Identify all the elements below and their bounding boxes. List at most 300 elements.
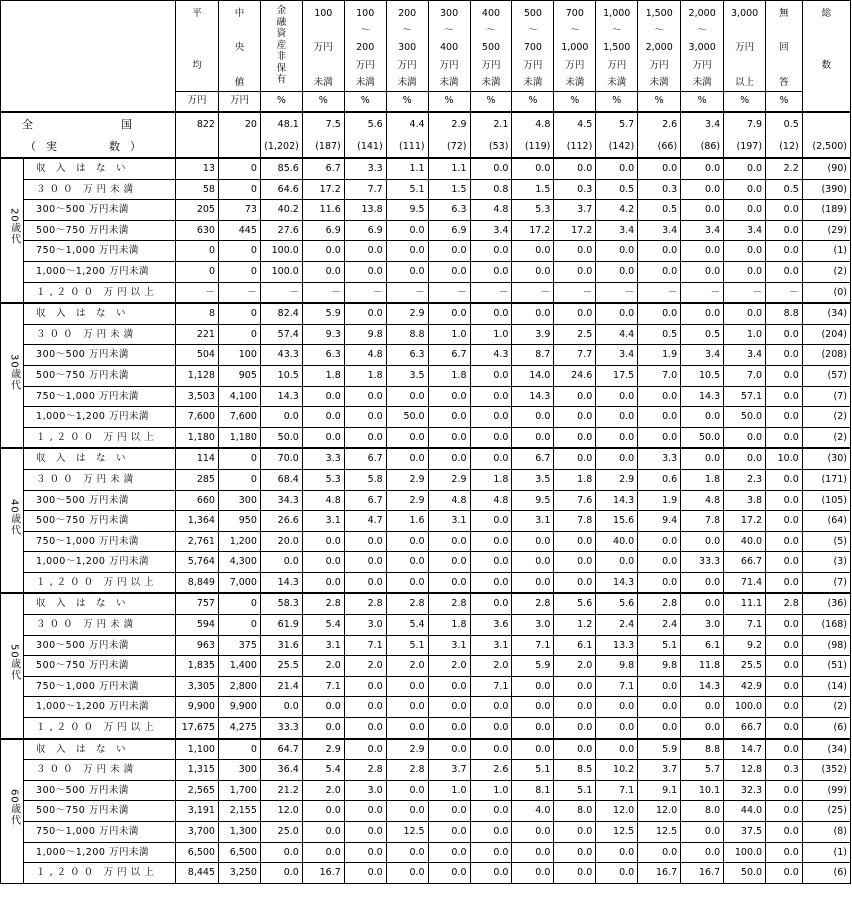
value-cell: 0.0 bbox=[428, 386, 470, 407]
value-cell: 4,300 bbox=[218, 552, 260, 573]
value-cell: 9,900 bbox=[218, 697, 260, 718]
value-cell: 0 bbox=[218, 261, 260, 282]
value-cell: 3.1 bbox=[470, 635, 512, 656]
value-cell: 2.8 bbox=[428, 593, 470, 614]
value-cell: 1,200 bbox=[218, 531, 260, 552]
national-value-cell: 5.6 bbox=[344, 112, 386, 135]
value-cell: 0.0 bbox=[512, 531, 554, 552]
value-cell: 1,100 bbox=[176, 739, 219, 760]
table-row bbox=[1, 511, 851, 532]
value-cell: 0.0 bbox=[596, 718, 638, 739]
value-cell: 2.9 bbox=[386, 469, 428, 490]
age-group-cell bbox=[1, 303, 24, 448]
column-header-line: 有 bbox=[276, 74, 287, 85]
table-row bbox=[1, 469, 851, 490]
value-cell: 0.0 bbox=[428, 801, 470, 822]
value-cell: 0.0 bbox=[638, 572, 681, 593]
national-value-cell: 7.5 bbox=[302, 112, 344, 135]
column-header bbox=[176, 1, 219, 92]
value-cell: 0.0 bbox=[554, 531, 596, 552]
value-cell: 0.0 bbox=[470, 511, 512, 532]
column-header-line: 未満 bbox=[523, 76, 543, 88]
column-header-line: 3,000 bbox=[731, 8, 759, 19]
value-cell: 6.9 bbox=[344, 220, 386, 241]
column-header-line: 700 bbox=[565, 8, 584, 19]
value-cell: 0.0 bbox=[386, 552, 428, 573]
value-cell: 71.4 bbox=[724, 572, 766, 593]
income-label: 500～750 万円未満 bbox=[24, 365, 176, 386]
value-cell: 0.0 bbox=[766, 635, 803, 656]
value-cell: 0.0 bbox=[766, 261, 803, 282]
value-cell: (6) bbox=[802, 863, 850, 884]
income-label: 1,000～1,200 万円未満 bbox=[24, 842, 176, 863]
column-header-line: 金 bbox=[276, 5, 287, 16]
value-cell: 5.8 bbox=[344, 469, 386, 490]
income-label: ３ ０ ０ 万 円 未 満 bbox=[24, 760, 176, 781]
value-cell: 11.1 bbox=[724, 593, 766, 614]
table-row bbox=[1, 448, 851, 469]
value-cell: (7) bbox=[802, 386, 850, 407]
national-value-cell: 4.5 bbox=[554, 112, 596, 135]
value-cell: 0.0 bbox=[470, 593, 512, 614]
value-cell: 0.0 bbox=[470, 531, 512, 552]
value-cell: 4.8 bbox=[428, 490, 470, 511]
value-cell: 0.0 bbox=[554, 448, 596, 469]
table-row bbox=[1, 801, 851, 822]
value-cell: 0.0 bbox=[386, 572, 428, 593]
value-cell: 14.7 bbox=[724, 739, 766, 760]
table-row bbox=[1, 593, 851, 614]
value-cell: 0.0 bbox=[724, 448, 766, 469]
value-cell: － bbox=[681, 282, 724, 303]
value-cell: 1.6 bbox=[386, 511, 428, 532]
value-cell: 17.5 bbox=[596, 365, 638, 386]
value-cell: 0.0 bbox=[428, 718, 470, 739]
column-header-line: 万円 bbox=[565, 59, 585, 71]
value-cell: 9,900 bbox=[176, 697, 219, 718]
column-header-line: 3,000 bbox=[688, 42, 716, 54]
value-cell: 0.0 bbox=[470, 801, 512, 822]
column-header bbox=[724, 1, 766, 92]
value-cell: (390) bbox=[802, 179, 850, 200]
column-header-line: 値 bbox=[234, 76, 245, 88]
value-cell: 0.0 bbox=[470, 822, 512, 843]
income-label: ３ ０ ０ 万 円 未 満 bbox=[24, 615, 176, 636]
value-cell: (51) bbox=[802, 656, 850, 677]
value-cell: (34) bbox=[802, 303, 850, 324]
column-header-line: 未満 bbox=[565, 76, 585, 88]
value-cell: 0.0 bbox=[638, 427, 681, 448]
unit-cell: % bbox=[724, 92, 766, 113]
value-cell: 0.0 bbox=[766, 552, 803, 573]
value-cell: － bbox=[386, 282, 428, 303]
national-count-cell: (1,202) bbox=[260, 135, 302, 158]
column-header-line: 万円 bbox=[439, 59, 459, 71]
value-cell: 0.0 bbox=[638, 303, 681, 324]
column-header-line: 非 bbox=[276, 51, 287, 62]
value-cell: 0.0 bbox=[766, 345, 803, 366]
value-cell: 85.6 bbox=[260, 158, 302, 179]
value-cell: 25.0 bbox=[260, 822, 302, 843]
value-cell: 0.0 bbox=[638, 552, 681, 573]
value-cell: 0.0 bbox=[554, 407, 596, 428]
value-cell: 0.0 bbox=[638, 718, 681, 739]
column-header bbox=[428, 1, 470, 92]
value-cell: 40.0 bbox=[596, 531, 638, 552]
value-cell: 0.0 bbox=[428, 676, 470, 697]
value-cell: 0.0 bbox=[386, 697, 428, 718]
value-cell: 2,565 bbox=[176, 780, 219, 801]
value-cell: 1.5 bbox=[512, 179, 554, 200]
value-cell: 0.0 bbox=[596, 552, 638, 573]
value-cell: 0.0 bbox=[554, 158, 596, 179]
table-row bbox=[1, 324, 851, 345]
value-cell: 0.0 bbox=[302, 261, 344, 282]
unit-cell: % bbox=[554, 92, 596, 113]
national-count-cell: (12) bbox=[766, 135, 803, 158]
value-cell: 0.0 bbox=[596, 158, 638, 179]
value-cell: 9.5 bbox=[512, 490, 554, 511]
unit-cell: % bbox=[681, 92, 724, 113]
value-cell: 0.0 bbox=[344, 531, 386, 552]
value-cell: 0.0 bbox=[596, 739, 638, 760]
value-cell: 9.8 bbox=[596, 656, 638, 677]
value-cell: 6,500 bbox=[176, 842, 219, 863]
value-cell: 0.0 bbox=[766, 469, 803, 490]
value-cell: 1.2 bbox=[554, 615, 596, 636]
table-row bbox=[1, 407, 851, 428]
value-cell: 3.7 bbox=[554, 200, 596, 221]
value-cell: 12.0 bbox=[260, 801, 302, 822]
value-cell: 0.0 bbox=[554, 303, 596, 324]
value-cell: 4.8 bbox=[344, 345, 386, 366]
column-header-line bbox=[769, 57, 799, 74]
value-cell: 6.3 bbox=[428, 200, 470, 221]
value-cell: 61.9 bbox=[260, 615, 302, 636]
value-cell: 12.8 bbox=[724, 760, 766, 781]
value-cell: 50.0 bbox=[260, 427, 302, 448]
value-cell: 0.0 bbox=[596, 842, 638, 863]
column-header-line bbox=[806, 39, 847, 56]
value-cell: 8,849 bbox=[176, 572, 219, 593]
value-cell: 7.1 bbox=[596, 780, 638, 801]
unit-cell: 万円 bbox=[218, 92, 260, 113]
value-cell: 1.0 bbox=[428, 780, 470, 801]
value-cell: 0.0 bbox=[554, 822, 596, 843]
value-cell: (25) bbox=[802, 801, 850, 822]
value-cell: 0.0 bbox=[470, 572, 512, 593]
value-cell: 8.0 bbox=[554, 801, 596, 822]
value-cell: 5.7 bbox=[681, 760, 724, 781]
value-cell: 0.0 bbox=[681, 448, 724, 469]
national-label: 全 国 bbox=[1, 112, 176, 135]
value-cell: 3.8 bbox=[724, 490, 766, 511]
column-header-line: 300 bbox=[398, 42, 417, 54]
value-cell: 0.0 bbox=[512, 863, 554, 884]
unit-cell: % bbox=[386, 92, 428, 113]
value-cell: 0.0 bbox=[428, 863, 470, 884]
value-cell: 50.0 bbox=[724, 407, 766, 428]
column-header-line: 1,000 bbox=[603, 8, 631, 19]
value-cell: 0.0 bbox=[428, 241, 470, 262]
value-cell: 0.0 bbox=[766, 407, 803, 428]
value-cell: 0.0 bbox=[681, 179, 724, 200]
value-cell: 10.5 bbox=[260, 365, 302, 386]
value-cell: 0.0 bbox=[554, 676, 596, 697]
value-cell: 0.0 bbox=[386, 801, 428, 822]
value-cell: 0.0 bbox=[724, 241, 766, 262]
column-header-line: 未満 bbox=[607, 76, 627, 88]
column-header-line: 未満 bbox=[649, 76, 669, 88]
value-cell: 1,180 bbox=[176, 427, 219, 448]
national-value-cell: 0.5 bbox=[766, 112, 803, 135]
value-cell: 0.0 bbox=[386, 842, 428, 863]
value-cell: 3.0 bbox=[344, 780, 386, 801]
value-cell: 0.0 bbox=[428, 427, 470, 448]
value-cell: (0) bbox=[802, 282, 850, 303]
national-value-cell: 5.7 bbox=[596, 112, 638, 135]
value-cell: 0.0 bbox=[724, 427, 766, 448]
column-header-line: 数 bbox=[821, 59, 832, 71]
column-header-line: 万円 bbox=[607, 59, 627, 71]
value-cell: － bbox=[428, 282, 470, 303]
income-label: １ , ２ ０ ０ 万 円 以 上 bbox=[24, 427, 176, 448]
value-cell: 0.0 bbox=[596, 863, 638, 884]
value-cell: 2.4 bbox=[596, 615, 638, 636]
value-cell: 4,275 bbox=[218, 718, 260, 739]
value-cell: 0.0 bbox=[724, 303, 766, 324]
value-cell: 0.0 bbox=[302, 822, 344, 843]
value-cell: 21.4 bbox=[260, 676, 302, 697]
national-value-cell: 4.4 bbox=[386, 112, 428, 135]
table-row bbox=[1, 241, 851, 262]
national-count-cell: (187) bbox=[302, 135, 344, 158]
value-cell: 3.3 bbox=[638, 448, 681, 469]
age-group-label: 20歳代 bbox=[8, 208, 20, 246]
value-cell: 0.0 bbox=[302, 241, 344, 262]
table-row bbox=[1, 656, 851, 677]
value-cell: 33.3 bbox=[681, 552, 724, 573]
value-cell: 44.0 bbox=[724, 801, 766, 822]
value-cell: 0.0 bbox=[302, 427, 344, 448]
column-header-line bbox=[179, 22, 215, 39]
value-cell: 0.0 bbox=[344, 303, 386, 324]
column-header-line: 融 bbox=[276, 16, 287, 28]
column-header-line: 万円 bbox=[692, 59, 712, 71]
value-cell: 0.0 bbox=[596, 241, 638, 262]
value-cell: 0.0 bbox=[766, 718, 803, 739]
column-header-line: 総 bbox=[821, 8, 832, 19]
value-cell: 0.0 bbox=[681, 531, 724, 552]
value-cell: (171) bbox=[802, 469, 850, 490]
table-row bbox=[1, 572, 851, 593]
income-label: 750～1,000 万円未満 bbox=[24, 531, 176, 552]
column-header-line: 300 bbox=[439, 8, 459, 19]
column-header-line: 央 bbox=[234, 42, 245, 54]
income-label: 収 入 は な い bbox=[24, 303, 176, 324]
value-cell: 6.3 bbox=[386, 345, 428, 366]
value-cell: 2.9 bbox=[386, 490, 428, 511]
value-cell: 0.0 bbox=[638, 241, 681, 262]
value-cell: 4.8 bbox=[681, 490, 724, 511]
value-cell: 0.0 bbox=[554, 572, 596, 593]
value-cell: 0.0 bbox=[512, 697, 554, 718]
table-row bbox=[1, 282, 851, 303]
value-cell: 0.0 bbox=[681, 158, 724, 179]
value-cell: (98) bbox=[802, 635, 850, 656]
value-cell: 1.8 bbox=[554, 469, 596, 490]
value-cell: 0 bbox=[218, 739, 260, 760]
value-cell: － bbox=[470, 282, 512, 303]
value-cell: 0.0 bbox=[766, 801, 803, 822]
value-cell: 0.0 bbox=[766, 427, 803, 448]
unit-cell: % bbox=[302, 92, 344, 113]
value-cell: 5.4 bbox=[386, 615, 428, 636]
value-cell: 1,700 bbox=[218, 780, 260, 801]
column-header-line: ～ bbox=[697, 25, 707, 37]
value-cell: 594 bbox=[176, 615, 219, 636]
value-cell: 0.0 bbox=[554, 552, 596, 573]
value-cell: 0.0 bbox=[554, 718, 596, 739]
value-cell: 7.7 bbox=[344, 179, 386, 200]
value-cell: 1,128 bbox=[176, 365, 219, 386]
national-count-cell: (86) bbox=[681, 135, 724, 158]
value-cell: 14.3 bbox=[260, 572, 302, 593]
value-cell: 221 bbox=[176, 324, 219, 345]
value-cell: 0 bbox=[218, 303, 260, 324]
value-cell: 4.2 bbox=[596, 200, 638, 221]
value-cell: 0.0 bbox=[724, 261, 766, 282]
income-label: ３ ０ ０ 万 円 未 満 bbox=[24, 324, 176, 345]
income-label: １ , ２ ０ ０ 万 円 以 上 bbox=[24, 572, 176, 593]
value-cell: 0.0 bbox=[512, 158, 554, 179]
value-cell: 0.0 bbox=[470, 365, 512, 386]
value-cell: 0.0 bbox=[681, 303, 724, 324]
value-cell: 2.0 bbox=[344, 656, 386, 677]
table-row bbox=[1, 490, 851, 511]
national-count-cell: (119) bbox=[512, 135, 554, 158]
column-header bbox=[470, 1, 512, 92]
value-cell: 0.0 bbox=[344, 801, 386, 822]
value-cell: 0.0 bbox=[596, 407, 638, 428]
value-cell: 0.0 bbox=[470, 158, 512, 179]
value-cell: 17,675 bbox=[176, 718, 219, 739]
income-label: 収 入 は な い bbox=[24, 448, 176, 469]
value-cell: 0.0 bbox=[766, 531, 803, 552]
table-row bbox=[1, 739, 851, 760]
value-cell: 0.5 bbox=[681, 324, 724, 345]
value-cell: 0.5 bbox=[638, 324, 681, 345]
value-cell: 14.3 bbox=[512, 386, 554, 407]
column-header-line: 未満 bbox=[692, 76, 712, 88]
national-value-cell: 20 bbox=[218, 112, 260, 135]
value-cell: 2.9 bbox=[386, 739, 428, 760]
value-cell: 0.0 bbox=[470, 718, 512, 739]
value-cell: 0.0 bbox=[512, 427, 554, 448]
value-cell: 43.3 bbox=[260, 345, 302, 366]
value-cell: 0.0 bbox=[512, 739, 554, 760]
value-cell: 7.7 bbox=[554, 345, 596, 366]
value-cell: 57.4 bbox=[260, 324, 302, 345]
value-cell: － bbox=[596, 282, 638, 303]
column-header-line: ～ bbox=[444, 25, 454, 37]
value-cell: 0.0 bbox=[766, 241, 803, 262]
age-group-label: 30歳代 bbox=[8, 353, 20, 391]
table-row bbox=[1, 220, 851, 241]
value-cell: 100.0 bbox=[260, 241, 302, 262]
table-row bbox=[1, 158, 851, 179]
column-header-line: ～ bbox=[360, 25, 370, 37]
value-cell: 12.0 bbox=[638, 801, 681, 822]
value-cell: － bbox=[554, 282, 596, 303]
national-count-cell bbox=[176, 135, 219, 158]
value-cell: 64.7 bbox=[260, 739, 302, 760]
value-cell: 58.3 bbox=[260, 593, 302, 614]
value-cell: 0.0 bbox=[554, 697, 596, 718]
value-cell: 3.4 bbox=[596, 220, 638, 241]
value-cell: 0.0 bbox=[681, 718, 724, 739]
value-cell: － bbox=[724, 282, 766, 303]
value-cell: 0.0 bbox=[512, 572, 554, 593]
column-header-line: 700 bbox=[523, 42, 542, 54]
value-cell: 57.1 bbox=[724, 386, 766, 407]
value-cell: 0.0 bbox=[596, 448, 638, 469]
column-header-line: 100 bbox=[314, 8, 333, 19]
value-cell: (2) bbox=[802, 407, 850, 428]
table-row bbox=[1, 386, 851, 407]
value-cell: － bbox=[176, 282, 219, 303]
value-cell: (8) bbox=[802, 822, 850, 843]
value-cell: 0.0 bbox=[386, 531, 428, 552]
value-cell: 66.7 bbox=[724, 552, 766, 573]
value-cell: 0.0 bbox=[638, 531, 681, 552]
value-cell: 3.4 bbox=[596, 345, 638, 366]
value-cell: 16.7 bbox=[681, 863, 724, 884]
value-cell: 0.0 bbox=[681, 261, 724, 282]
value-cell: 445 bbox=[218, 220, 260, 241]
value-cell: 100.0 bbox=[260, 261, 302, 282]
value-cell: 2.8 bbox=[386, 593, 428, 614]
unit-cell: % bbox=[260, 92, 302, 113]
value-cell: 0.0 bbox=[302, 407, 344, 428]
value-cell: 0.0 bbox=[344, 822, 386, 843]
value-cell: 7.1 bbox=[512, 635, 554, 656]
value-cell: 3.4 bbox=[724, 345, 766, 366]
national-count-cell: (141) bbox=[344, 135, 386, 158]
value-cell: 285 bbox=[176, 469, 219, 490]
value-cell: 0.0 bbox=[344, 552, 386, 573]
income-label: 300～500 万円未満 bbox=[24, 490, 176, 511]
national-count-cell: (197) bbox=[724, 135, 766, 158]
value-cell: 2.5 bbox=[554, 324, 596, 345]
national-value-cell: 4.8 bbox=[512, 112, 554, 135]
table-row bbox=[1, 697, 851, 718]
value-cell: 757 bbox=[176, 593, 219, 614]
value-cell: 0.0 bbox=[766, 572, 803, 593]
value-cell: 0.0 bbox=[638, 842, 681, 863]
table-row bbox=[1, 718, 851, 739]
value-cell: 2.0 bbox=[386, 656, 428, 677]
value-cell: 0.0 bbox=[638, 158, 681, 179]
table-row bbox=[1, 615, 851, 636]
value-cell: 0.0 bbox=[470, 448, 512, 469]
value-cell: 0.0 bbox=[681, 593, 724, 614]
value-cell: 40.2 bbox=[260, 200, 302, 221]
value-cell: 3.5 bbox=[386, 365, 428, 386]
column-header-line: 1,500 bbox=[645, 8, 673, 19]
value-cell: 0 bbox=[218, 615, 260, 636]
value-cell: 0.0 bbox=[344, 863, 386, 884]
